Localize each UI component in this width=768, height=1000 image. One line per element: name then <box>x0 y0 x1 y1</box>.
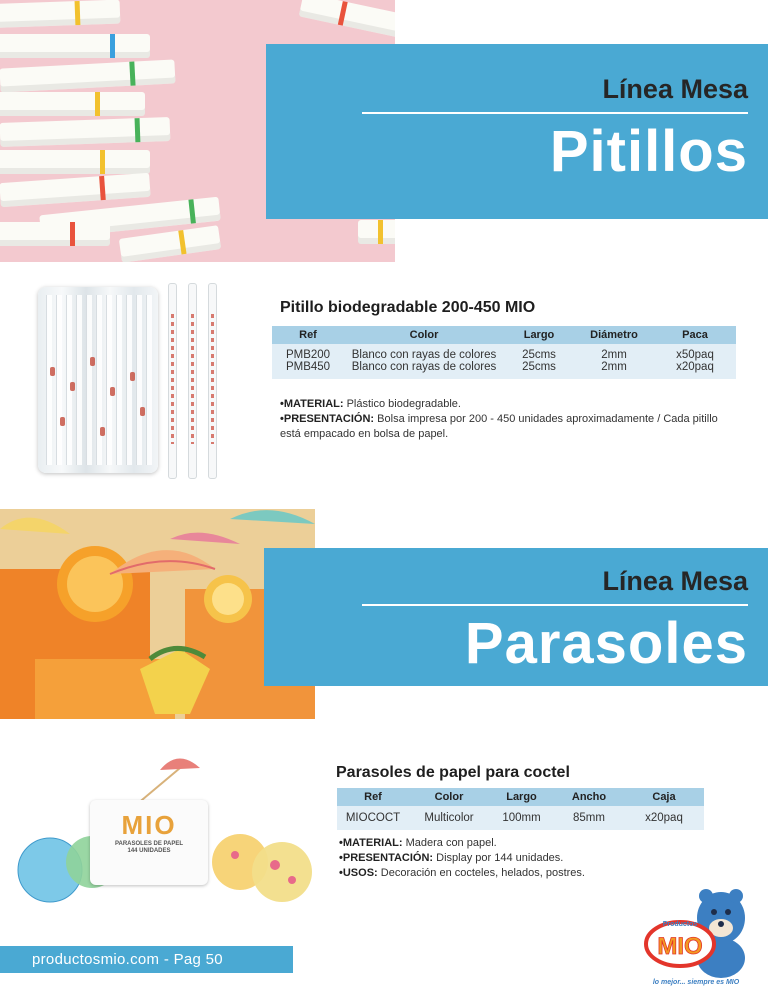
note-presentation: •PRESENTACIÓN: Display por 144 unidades. <box>339 852 564 864</box>
spec-table <box>337 788 704 830</box>
wrapped-straw <box>168 283 177 479</box>
table-cell: Blanco con rayas de colores <box>344 344 504 361</box>
table-cell: 2mm <box>574 344 654 361</box>
product-title: Pitillo biodegradable 200-450 MIO <box>280 299 536 316</box>
column-header: Ref <box>337 788 409 806</box>
svg-text:MIO: MIO <box>657 933 703 960</box>
svg-text:Productos: Productos <box>662 921 698 928</box>
section-title: Parasoles <box>464 611 748 676</box>
spec-table <box>272 326 736 379</box>
table-cell: Multicolor <box>409 806 489 830</box>
table-cell: 85mm <box>554 806 624 830</box>
column-header: Caja <box>624 788 704 806</box>
line-label: Línea Mesa <box>602 566 748 596</box>
straw-pack-photo <box>38 283 228 478</box>
column-header: Ancho <box>554 788 624 806</box>
title-banner-pitillos <box>266 44 768 219</box>
note-uses: •USOS: Decoración en cocteles, helados, postres. <box>339 867 585 879</box>
product-notes <box>339 836 739 881</box>
banner-divider <box>362 112 748 114</box>
table-cell: 2mm <box>574 361 654 379</box>
column-header: Largo <box>504 326 574 344</box>
box-logo: MIO <box>121 810 177 840</box>
column-header: Largo <box>489 788 554 806</box>
table-cell: PMB200 <box>272 344 344 361</box>
table-row <box>272 344 736 361</box>
column-header: Ref <box>272 326 344 344</box>
table-cell: Blanco con rayas de colores <box>344 361 504 379</box>
table-cell: 25cms <box>504 344 574 361</box>
table-header-row <box>272 326 736 344</box>
product-notes <box>280 397 740 442</box>
title-banner-parasoles <box>264 548 768 686</box>
footer-page-label: productosmio.com - Pag 50 <box>0 946 293 973</box>
table-cell: x20paq <box>624 806 704 830</box>
column-header: Color <box>409 788 489 806</box>
box-label: PARASOLES DE PAPEL <box>114 841 184 847</box>
note-material: •MATERIAL: Madera con papel. <box>339 837 497 849</box>
parasols-display-photo <box>10 750 322 910</box>
bear-mascot-icon <box>636 880 756 990</box>
note-material: •MATERIAL: Plástico biodegradable. <box>280 398 461 410</box>
table-header-row <box>337 788 704 806</box>
column-header: Paca <box>654 326 736 344</box>
line-label: Línea Mesa <box>602 74 748 104</box>
table-cell: PMB450 <box>272 361 344 379</box>
table-cell: x20paq <box>654 361 736 379</box>
wrapped-straw <box>208 283 217 479</box>
product-box <box>90 800 208 885</box>
svg-text:lo mejor... siempre es MIO: lo mejor... siempre es MIO <box>652 979 740 986</box>
table-row <box>337 806 704 830</box>
banner-divider <box>362 604 748 606</box>
section-title: Pitillos <box>549 119 748 184</box>
straw-bag <box>38 287 158 473</box>
table-row <box>272 361 736 379</box>
column-header: Color <box>344 326 504 344</box>
column-header: Diámetro <box>574 326 654 344</box>
box-units: 144 UNIDADES <box>127 848 171 854</box>
table-cell: 25cms <box>504 361 574 379</box>
product-title: Parasoles de papel para coctel <box>336 764 570 781</box>
table-cell: MIOCOCT <box>337 806 409 830</box>
table-cell: 100mm <box>489 806 554 830</box>
wrapped-straw <box>188 283 197 479</box>
table-cell: x50paq <box>654 344 736 361</box>
note-presentation: •PRESENTACIÓN: Bolsa impresa por 200 - 450 unidades aproximadamente / Cada pitillo está empacado en bolsa de papel. <box>280 413 718 440</box>
mio-brand-logo <box>636 880 756 990</box>
